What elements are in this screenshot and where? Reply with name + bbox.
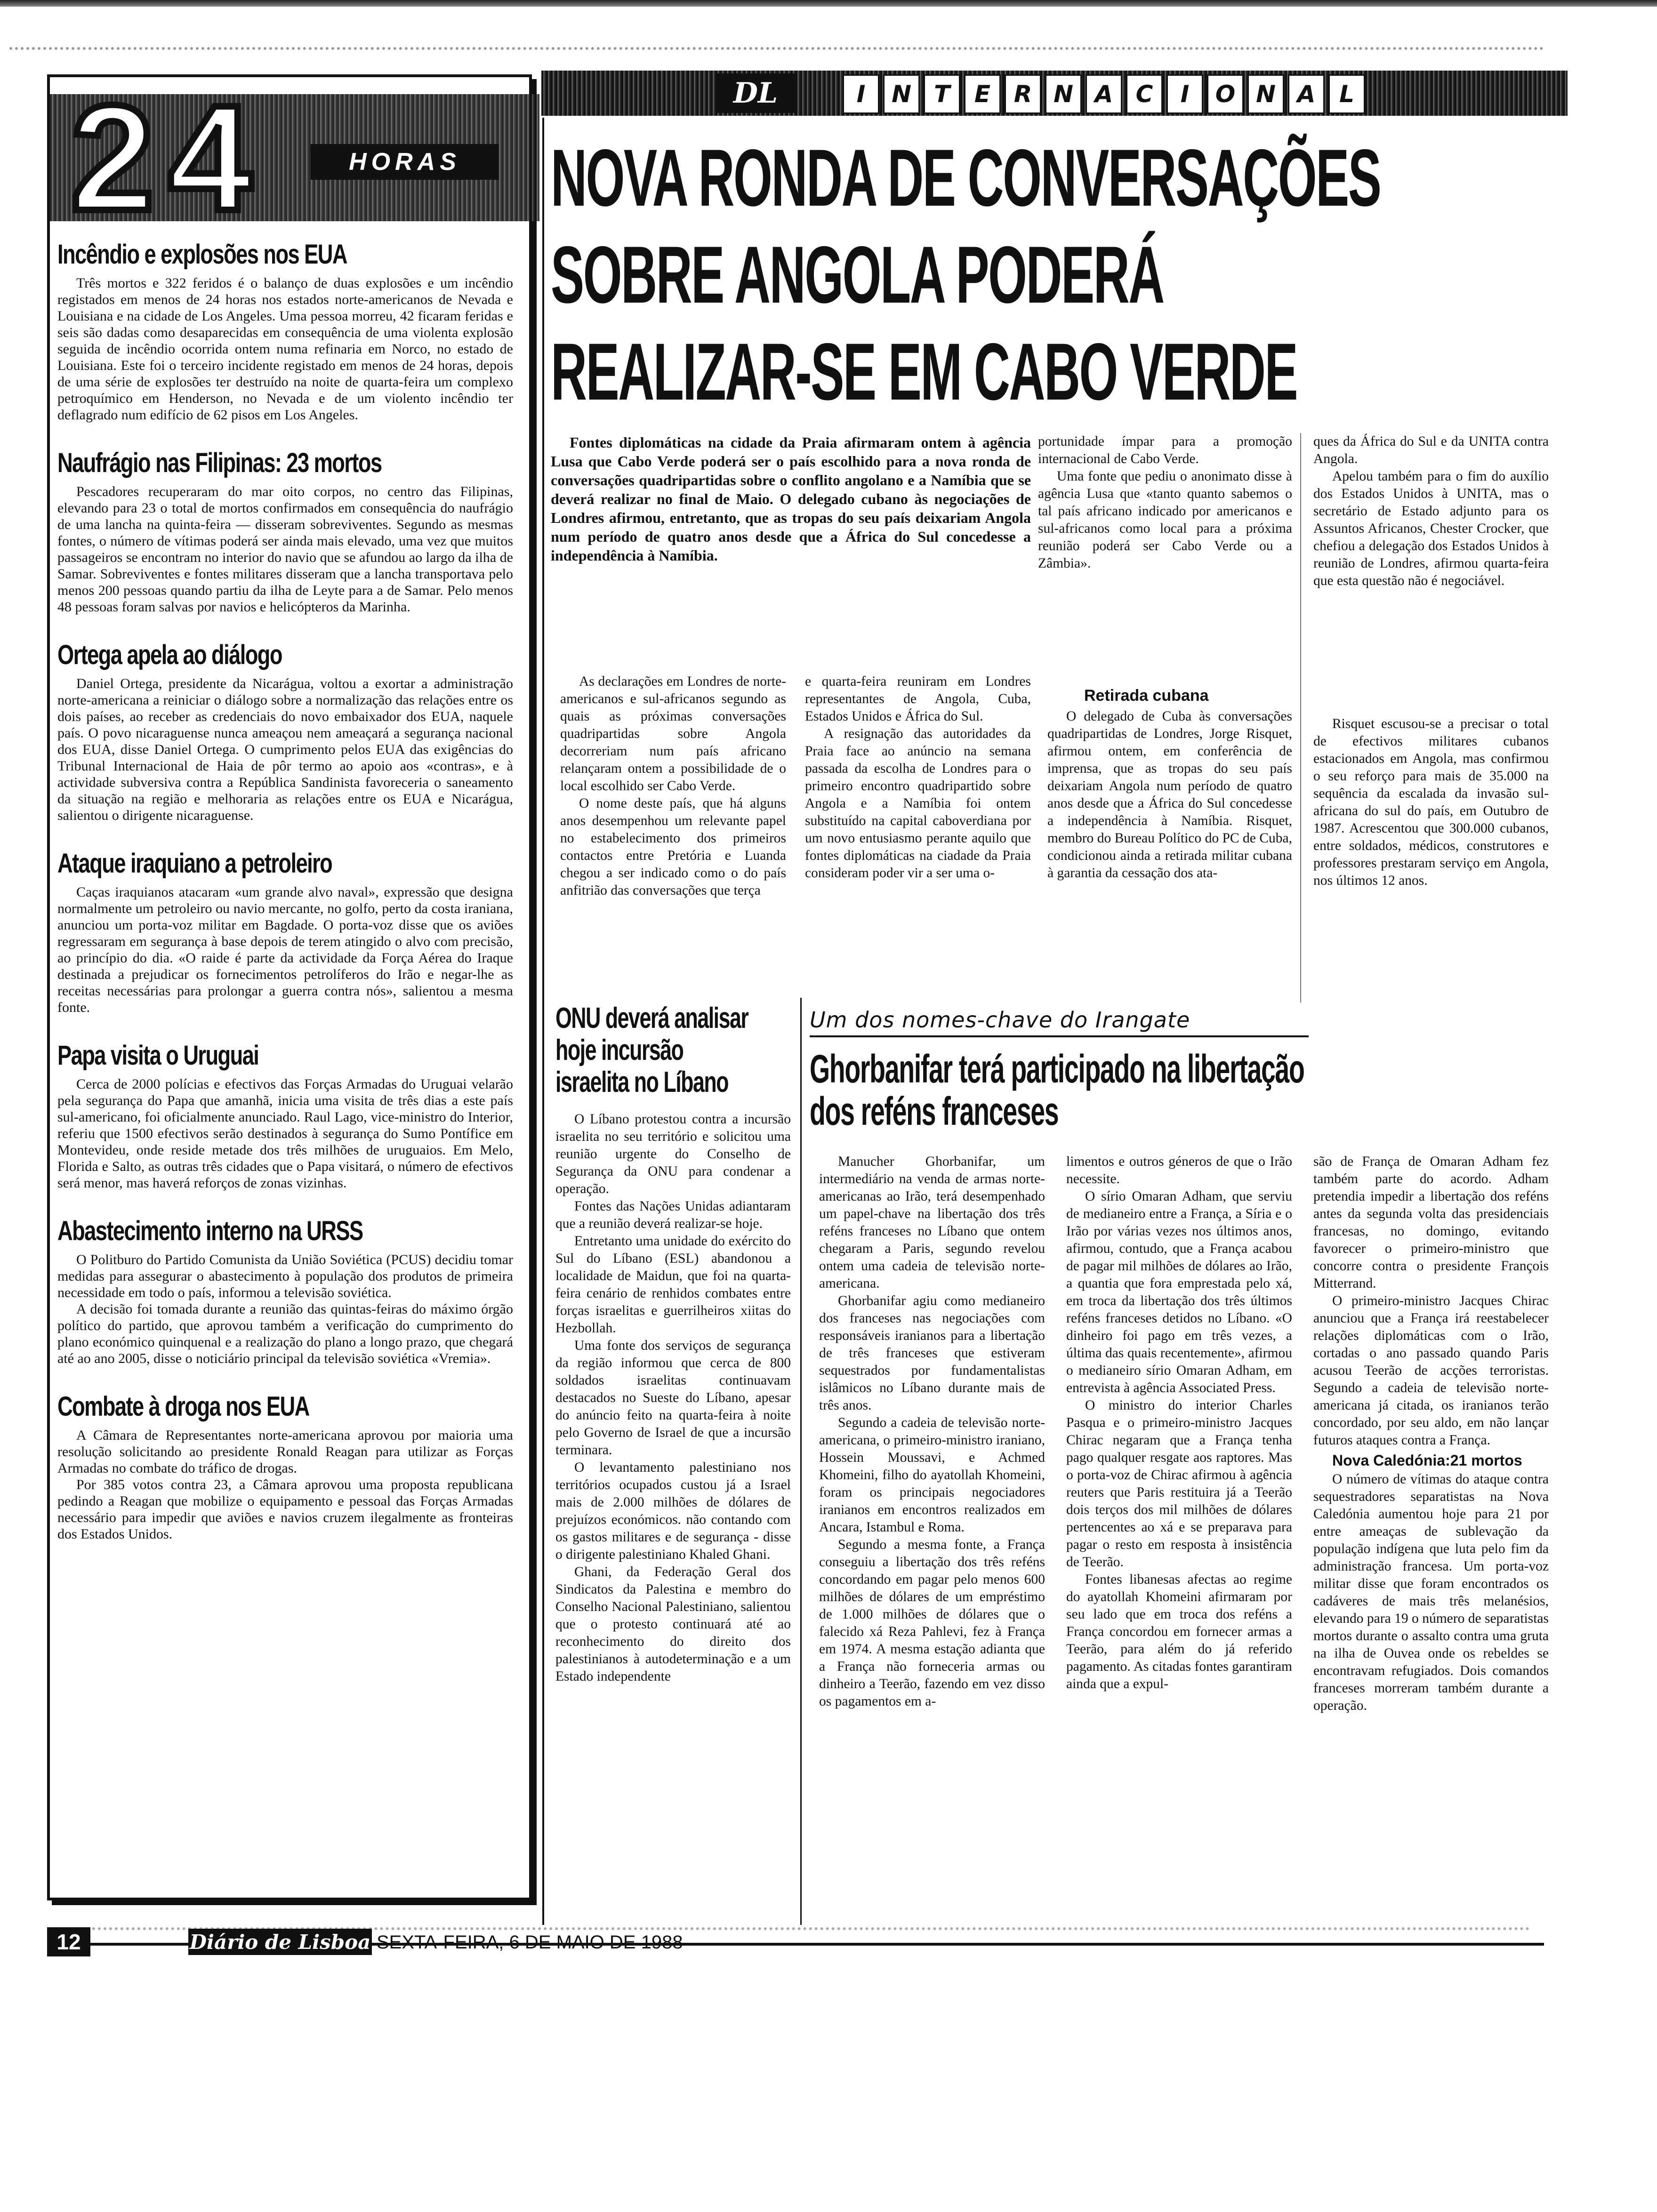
sidebar-news-paragraph: A Câmara de Representantes norte-americana aprovou por maioria uma resolução solicitando ao presidente Ronald Reagan para utilizar as Forças Armadas no combate do tráfico de drogas. xyxy=(57,1427,513,1476)
irangate-headline-line: dos reféns franceses xyxy=(810,1089,1059,1133)
sidebar-news-paragraph: Cerca de 2000 polícias e efectivos das Forças Armadas do Uruguai velarão pela segurança do Papa que amanhã, inicia uma visita de três dias a este país sul-americano, foi oficialmente anunciado. Raul Lago, vice-ministro do Interior, referiu que 1500 efectivos serão destinados à segurança do Sumo Pontífice em Montevideu, onde reside metade dos três milhões de uruguaios. Em Melo, Florida e Salto, as outras três cidades que o Papa visitará, o número de efectivos será menor, mas haverá reforços de zonas vizinhas. xyxy=(57,1076,513,1191)
sidebar-news-title: Incêndio e explosões nos EUA xyxy=(57,239,347,270)
column-divider xyxy=(1300,433,1301,1002)
article-paragraph: O delegado de Cuba às conversações quadripartidas de Londres, Jorge Risquet, afirmou ontem, em conferência de imprensa, que as tropas do seu país deixariam Angola num período de quatro anos desde que a África do Sul concedesse a independência à Namíbia. Risquet, membro do Bureau Político do PC de Cuba, condicionou ainda a retirada militar cubana à garantia da cessação dos ata- xyxy=(1047,709,1292,881)
onu-headline xyxy=(555,1002,800,1098)
main-column-right-top xyxy=(1038,433,1292,572)
top-dotted-rule xyxy=(9,47,1544,52)
sidebar-news-title: Ataque iraquiano a petroleiro xyxy=(57,848,332,879)
irangate-paragraph: Fontes libanesas afectas ao regime do ayatollah Khomeini afirmaram por seu lado que em troca dos reféns a França concordou em fornecer armas a Teerão, para além do já referido pagamento. As citadas fontes garantiram ainda que a expul- xyxy=(1066,1572,1292,1691)
onu-body xyxy=(555,1111,791,1685)
article-paragraph: O nome deste país, que há alguns anos desempenhou um relevante papel no estabelecimento dos primeiros contactos entre Pretória e Luanda chegou a ser indicado como o do país anfitrião das conversações que terça xyxy=(560,796,786,898)
main-column-2 xyxy=(805,673,1031,882)
main-headline-line: SOBRE ANGOLA PODERÁ xyxy=(551,230,1164,320)
sidebar-logo-word-box xyxy=(311,144,499,180)
section-letter: T xyxy=(924,74,960,114)
irangate-column-1 xyxy=(819,1153,1045,1710)
onu-headline-line: israelita no Líbano xyxy=(555,1066,729,1098)
onu-paragraph: Fontes das Nações Unidas adiantaram que a reunião deverá realizar-se hoje. xyxy=(555,1199,791,1231)
column-divider xyxy=(542,118,544,1925)
irangate-paragraph: Segundo a cadeia de televisão norte-americana, o primeiro-ministro iraniano, Hossein Moussavi, e Achmed Khomeini, filho do ayatollah Khomeini, foram os principais negociadores iranianos em encontros realizados em Ancara, Istambul e Roma. xyxy=(819,1415,1045,1535)
article-paragraph: Apelou também para o fim do auxílio dos Estados Unidos à UNITA, mas o secretário de Estado adjunto para os Assuntos Africanos, Chester Crocker, que chefiou a delegação dos Estados Unidos à reunião de Londres, afirmou quarta-feira que esta questão não é negociável. xyxy=(1313,469,1549,588)
main-column-3 xyxy=(1047,673,1292,882)
irangate-paragraph: O primeiro-ministro Jacques Chirac anunciou que a França irá reestabelecer relações diplomáticas com o Irão, cortadas o ano passado quando Paris acusou Teerão de acções terroristas. Segundo a cadeia de televisão norte-americana já citada, os iranianos terão concordado, por seu aldo, em não lançar futuros ataques contra a França. xyxy=(1313,1293,1549,1448)
footer-date: SEXTA-FEIRA, 6 DE MAIO DE 1988 xyxy=(377,1932,683,1953)
irangate-column-3b-text xyxy=(1313,1471,1549,1715)
section-letter: I xyxy=(843,74,879,114)
sidebar-logo-word: HORAS xyxy=(349,148,461,176)
sidebar-news-title: Abastecimento interno na URSS xyxy=(57,1216,363,1246)
article-paragraph: portunidade ímpar para a promoção internacional de Cabo Verde. xyxy=(1038,434,1292,466)
sidebar-news-paragraph: Por 385 votos contra 23, a Câmara aprovou uma proposta republicana pedindo a Reagan que mobilize o equipamento e pessoal das Forças Armadas necessário para impedir que aviões e navios cruzem ilegalmente as fronteiras dos Estados Unidos. xyxy=(57,1477,513,1542)
section-letter: E xyxy=(964,74,1001,114)
section-letter: I xyxy=(1166,74,1203,114)
main-headline-line: REALIZAR-SE EM CABO VERDE xyxy=(551,327,1297,417)
sidebar-news-paragraph: Caças iraquianos atacaram «um grande alvo naval», expressão que designa normalmente um petroleiro ou navio mercante, no golfo, perto da costa iraniana, anunciou um porta-voz militar em Bagdade. O porta-voz disse que os aviões regressaram em segurança à base depois de terem atingido o alvo com precisão, ao princípio do dia. «O raide é parte da actividade da Força Aérea do Iraque destinada a prejudicar os fornecimentos petrolíferos do Irão e negar-lhe as receitas necessárias para prolongar a guerra contra nós», salientou a mesma fonte. xyxy=(57,884,513,1015)
section-letter: N xyxy=(1045,74,1082,114)
sidebar-news-list xyxy=(57,239,513,1567)
sidebar-news-item xyxy=(57,1216,513,1367)
article-paragraph: ques da África do Sul e da UNITA contra Angola. xyxy=(1313,434,1549,466)
sidebar-news-paragraph: A decisão foi tomada durante a reunião das quintas-feiras do máximo órgão político do partido, que aprovou também a verificação do cumprimento do plano económico quinquenal e a realização do plano a longo prazo, que chegará até ao ano 2005, disse o noticiário principal da televisão soviética «Vremia». xyxy=(57,1301,513,1366)
article-paragraph: Uma fonte que pediu o anonimato disse à agência Lusa que «tanto quanto sabemos o tal país africano indicado por americanos e sul-africanos como local para a próxima reunião poderá ser Cabo Verde ou a Zâmbia». xyxy=(1038,469,1292,571)
sidebar-news-paragraph: Três mortos e 322 feridos é o balanço de duas explosões e um incêndio registados em menos de 24 horas nos estados norte-americanos de Nevada e Louisiana e na cidade de Los Angeles. Uma pessoa morreu, 42 ficaram feridas e seis são dadas como desaparecidas em consequência de uma violenta explosão seguida de incêndio ocorrida ontem numa refinaria em Norco, no estado de Louisiana. Este foi o terceiro incidente registado em menos de 24 horas, depois de uma série de explosões ter destruído na noite de quarta-feira um complexo petroquímico em Henderson, no Nevada e de um violento incêndio ter deflagrado num edifício de 62 pisos em Los Angeles. xyxy=(57,275,513,423)
masthead: Diário de Lisboa xyxy=(189,1930,371,1954)
main-column-far-right-top xyxy=(1313,433,1549,590)
sidebar-news-paragraph: O Politburo do Partido Comunista da União Soviética (PCUS) decidiu tomar medidas para assegurar o abastecimento à população dos produtos de primeira necessidade em todo o país, informou a televisão soviética. xyxy=(57,1252,513,1300)
irangate-paragraph: O ministro do interior Charles Pasqua e o primeiro-ministro Jacques Chirac negaram que a França tenha pago qualquer resgate aos raptores. Mas o porta-voz de Chirac afirmou à agência reuters que Paris restituira já a Teerão dois terços dos mil milhões de dólares pertencentes ao xá e se preparava para pagar o resto em resposta à insistência de Teerão. xyxy=(1066,1398,1292,1570)
section-letter: O xyxy=(1207,74,1244,114)
section-letter: L xyxy=(1328,74,1365,114)
onu-paragraph: O Líbano protestou contra a incursão israelita no seu território e solicitou uma reunião urgente do Conselho de Segurança da ONU para condenar a operação. xyxy=(555,1112,791,1196)
irangate-paragraph: Segundo a mesma fonte, a França conseguiu a libertação dos três reféns concordando em pagar pelo menos 600 milhões de dólares de um empréstimo de 1.000 milhões de dólares que o falecido xá Reza Pahlevi, fez à França em 1974. A mesma estação adianta que a França não forneceria armas ou dinheiro a Teerão, fazendo em vez disso os pagamentos em a- xyxy=(819,1537,1045,1709)
irangate-column-3-text xyxy=(1313,1153,1549,1449)
irangate-headline xyxy=(810,1048,1563,1132)
section-logo-letters: DL xyxy=(733,77,778,110)
sidebar-news-title: Naufrágio nas Filipinas: 23 mortos xyxy=(57,448,382,478)
section-letter: A xyxy=(1288,74,1325,114)
sidebar-news-item xyxy=(57,640,513,824)
irangate-paragraph: são de França de Omaran Adham fez também parte do acordo. Adham pretendia impedir a libertação dos reféns antes da segunda volta das presidenciais francesas, no domingo, evitando favorecer o primeiro-ministro que concorre contra o presidente François Mitterrand. xyxy=(1313,1154,1549,1291)
irangate-paragraph: Ghorbanifar agiu como medianeiro dos franceses nas negociações com responsáveis iranianos para a libertação de três franceses que estiveram sequestrados por fundamentalistas islâmicos no Líbano durante mais de três anos. xyxy=(819,1293,1045,1413)
footer-page-number-box xyxy=(47,1927,90,1956)
top-rule xyxy=(0,0,1657,7)
irangate-kicker: Um dos nomes-chave do Irangate xyxy=(810,1007,1309,1037)
section-letter: R xyxy=(1005,74,1041,114)
irangate-paragraph: limentos e outros géneros de que o Irão necessite. xyxy=(1066,1154,1292,1186)
onu-paragraph: O levantamento palestiniano nos territórios ocupados custou já a Israel mais de 2.000 milhões de dólares de prejuízos económicos. não contando com os gastos militares e de segurança - disse o dirigente palestiniano Khaled Ghani. xyxy=(555,1460,791,1562)
main-lead: Fontes diplomáticas na cidade da Praia afirmaram ontem à agência Lusa que Cabo Verde poderá ser o país escolhido para a nova ronda de conversações quadripartidas sobre o conflito angolano e a Namíbia que se deverá realizar no final de Maio. O delegado cubano às negociações de Londres afirmou, entretanto, que as tropas do seu país deixariam Angola num período de quatro anos desde que a África do Sul concedesse a independência à Namíbia. xyxy=(551,434,1031,564)
section-letter: N xyxy=(883,74,920,114)
sidebar-news-paragraph: Daniel Ortega, presidente da Nicarágua, voltou a exortar a administração norte-americana a reiniciar o diálogo sobre a normalização das relações entre os dois países, ao receber as credenciais do novo embaixador dos EUA, naquele país. O povo nicaraguense nunca ameaçou nem ameaçará a segurança nacional dos EUA, disse Daniel Ortega. O cumprimento pelos EUA das exigências do Tribunal Internacional de Haia de pôr termo ao apoio aos «contras», e à actividade subversiva contra a República Sandinista favoreceria o saneamento da situação na região e melhoraria as relações entre os EUA e Nicarágua, salientou o dirigente nicaraguense. xyxy=(57,676,513,823)
onu-headline-line: hoje incursão xyxy=(555,1034,684,1066)
article-paragraph: A resignação das autoridades da Praia face ao anúncio na semana passada da escolha de Londres para o primeiro encontro quadripartido sobre Angola e a Namíbia foi ontem substituído na capital caboverdiana por um novo entusiasmo perante aquilo que fontes diplomáticas na ciadade da Praia consideram poder vir a ser uma o- xyxy=(805,726,1031,881)
main-headline xyxy=(551,133,1633,427)
onu-paragraph: Ghani, da Federação Geral dos Sindicatos da Palestina e membro do Conselho Nacional Palestiniano, salientou que o protesto continuará até ao reconhecimento do direito dos palestinianos à autodeterminação e a um Estado independente xyxy=(555,1564,791,1684)
article-paragraph: Risquet escusou-se a precisar o total de efectivos militares cubanos estacionados em Angola, mas confirmou o seu reforço para mais de 35.000 na sequência da escalada da invasão sul-africana do sul do país, em Outubro de 1987. Acrescentou que 300.000 cubanos, entre soldados, médicos, construtores e professores prestaram serviço em Angola, nos últimos 12 anos. xyxy=(1313,716,1549,888)
column-divider xyxy=(800,998,802,1925)
article-paragraph: As declarações em Londres de norte-americanos e sul-africanos segundo as quais as próximas conversações quadripartidas sobre Angola decorreriam num país africano relançaram ontem a possibilidade de o local escolhido ser Cabo Verde. xyxy=(560,674,786,793)
section-letter: N xyxy=(1247,74,1284,114)
onu-paragraph: Entretanto uma unidade do exército do Sul do Líbano (ESL) abandonou a localidade de Maidun, que foi na quarta-feira cenário de renhidos combates entre forças israelitas e guerrilheiros xiitas do Hezbollah. xyxy=(555,1234,791,1336)
section-logo xyxy=(716,73,796,113)
main-column-4 xyxy=(1313,715,1549,890)
sidebar-news-title: Combate à droga nos EUA xyxy=(57,1391,309,1422)
sidebar-news-item xyxy=(57,239,513,423)
main-column-1 xyxy=(560,673,786,899)
retirada-cubana-subtitle: Retirada cubana xyxy=(1084,687,1209,705)
irangate-paragraph: Manucher Ghorbanifar, um intermediário na venda de armas norte-americanas ao Irão, terá desempenhado um papel-chave na libertação dos três reféns franceses no Líbano que ontem chegaram a Paris, segundo revelou ontem uma cadeia de televisão norte-americana. xyxy=(819,1154,1045,1291)
section-letter: A xyxy=(1086,74,1122,114)
onu-headline-line: ONU deverá analisar xyxy=(555,1002,748,1034)
onu-paragraph: Uma fonte dos serviços de segurança da região informou que cerca de 800 soldados israelitas continuavam destacados no Sueste do Líbano, apesar do anúncio feito na quarta-feira à noite pelo Governo de Israel de que a incursão terminara. xyxy=(555,1338,791,1458)
page-number: 12 xyxy=(56,1930,81,1954)
footer-masthead-box xyxy=(188,1929,372,1955)
sidebar-news-item xyxy=(57,448,513,615)
irangate-paragraph: O sírio Omaran Adham, que serviu de medianeiro entre a França, a Síria e o Irão por várias vezes nos últimos anos, afirmou, contudo, que a França acabou de pagar mil milhões de dólares ao Irão, a quantia que fora emprestada pelo xá, em troca da libertação dos três últimos reféns franceses detidos no Líbano. «O dinheiro foi pago em três vezes, a última das quais recentemente», afirmou o medianeiro sírio Omaran Adham, em entrevista à agência Associated Press. xyxy=(1066,1189,1292,1395)
section-title-internacional xyxy=(843,74,1365,114)
sidebar-news-item xyxy=(57,1391,513,1542)
article-paragraph: e quarta-feira reuniram em Londres representantes de Angola, Cuba, Estados Unidos e África do Sul. xyxy=(805,674,1031,724)
sidebar-news-item xyxy=(57,1040,513,1191)
nova-caledonia-subtitle: Nova Caledónia:21 mortos xyxy=(1332,1452,1522,1469)
irangate-headline-line: Ghorbanifar terá participado na libertação xyxy=(810,1047,1304,1091)
section-letter: C xyxy=(1126,74,1163,114)
irangate-column-2 xyxy=(1066,1153,1292,1693)
irangate-column-3 xyxy=(1313,1153,1549,1715)
sidebar-news-item xyxy=(57,848,513,1016)
sidebar-news-title: Ortega apela ao diálogo xyxy=(57,640,282,670)
sidebar-news-title: Papa visita o Uruguai xyxy=(57,1040,259,1071)
sidebar-logo-number: 24 xyxy=(71,73,266,242)
main-column-3-text xyxy=(1047,708,1292,882)
main-headline-line: NOVA RONDA DE CONVERSAÇÕES xyxy=(551,133,1381,223)
sidebar-news-paragraph: Pescadores recuperaram do mar oito corpos, no centro das Filipinas, elevando para 23 o total de mortos confirmados em consequência do naufrágio de uma lancha na quinta-feira — disseram sobreviventes. Segundo as mesmas fontes, o número de vítimas poderá ser ainda mais elevado, uma vez que muitos passageiros se encontram no interior do navio que se afundou ao largo da ilha de Samar. Sobreviventes e fontes militares disseram que a lancha transportava pelo menos 200 pessoas quando partiu da ilha de Leyte para a de Samar. Pelo menos 48 pessoas foram salvas por navios e helicópteros da Marinha. xyxy=(57,484,513,615)
irangate-paragraph: O número de vítimas do ataque contra sequestradores separatistas na Nova Caledónia aumentou hoje para 21 por entre ameaças de sublevação da população indígena que luta pelo fim da administração francesa. Um porta-voz militar disse que foram encontrados os cadáveres de mais três melanésios, elevando para 19 o número de separatistas mortos durante o assalto contra uma gruta na ilha de Ouvea onde os rebeldes se encontravam refugiados. Dois comandos franceses morreram também durante a operação. xyxy=(1313,1472,1549,1713)
